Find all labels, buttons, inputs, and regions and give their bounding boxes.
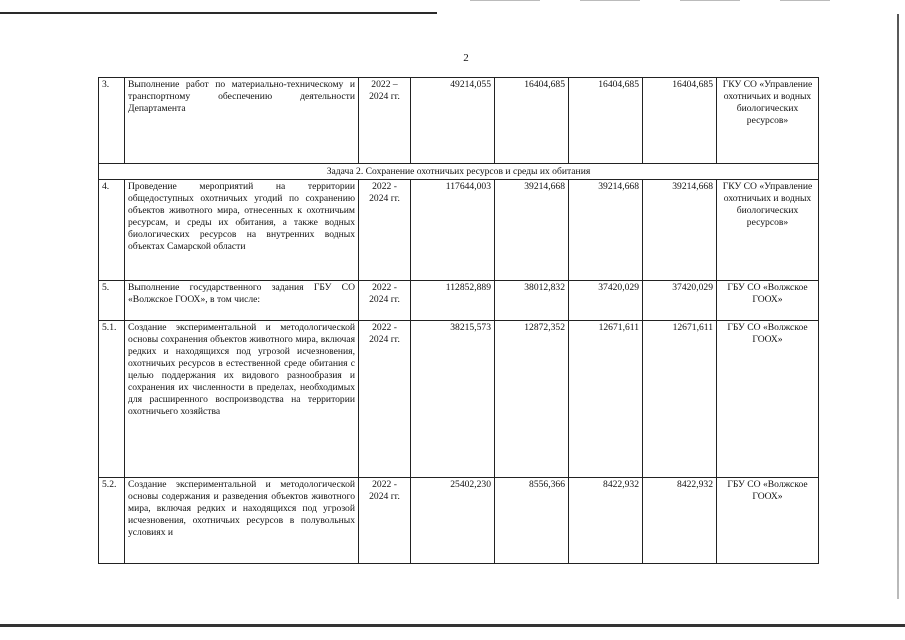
scan-artifact-top-segment <box>470 0 540 1</box>
table-row <box>99 180 819 281</box>
task-header: Задача 2. Сохранение охотничьих ресурсов и среды их обитания <box>99 164 819 180</box>
total-amount: 117644,003 <box>411 180 495 281</box>
amount-2024: 12671,611 <box>643 321 717 478</box>
row-number: 5.2. <box>99 478 125 564</box>
amount-2022: 16404,685 <box>495 78 569 164</box>
amount-2022: 38012,832 <box>495 281 569 321</box>
amount-2024: 16404,685 <box>643 78 717 164</box>
scan-artifact-bottom <box>0 624 905 627</box>
executor: ГБУ СО «Волжское ГООХ» <box>717 281 819 321</box>
row-number: 5.1. <box>99 321 125 478</box>
total-amount: 112852,889 <box>411 281 495 321</box>
period: 2022 - 2024 гг. <box>359 321 411 478</box>
total-amount: 49214,055 <box>411 78 495 164</box>
task-header-row <box>99 164 819 180</box>
scan-artifact-right-edge <box>897 14 899 599</box>
table-row <box>99 78 819 164</box>
scan-artifact-top <box>0 12 437 14</box>
period: 2022 - 2024 гг. <box>359 180 411 281</box>
period: 2022 - 2024 гг. <box>359 478 411 564</box>
activity-description: Выполнение государственного задания ГБУ СО «Волжское ГООХ», в том числе: <box>125 281 359 321</box>
executor: ГБУ СО «Волжское ГООХ» <box>717 321 819 478</box>
activity-description: Проведение мероприятий на территории общедоступных охотничьих угодий по сохранению объектов животного мира, отнесенных к охотничьим ресурсам, и среды их обитания, а также водных биологических ресурсов на внутренних водных объектах Самарской области <box>125 180 359 281</box>
page-number: 2 <box>463 52 469 64</box>
amount-2024: 8422,932 <box>643 478 717 564</box>
amount-2023: 39214,668 <box>569 180 643 281</box>
period: 2022 – 2024 гг. <box>359 78 411 164</box>
row-number: 4. <box>99 180 125 281</box>
amount-2022: 8556,366 <box>495 478 569 564</box>
scan-artifact-top-segment <box>780 0 830 1</box>
total-amount: 38215,573 <box>411 321 495 478</box>
activity-description: Создание экспериментальной и методологической основы содержания и разведения объектов животного мира, включая редких и находящихся под угрозой исчезновения, охотничьих ресурсов в полувольных условиях и <box>125 478 359 564</box>
amount-2022: 12872,352 <box>495 321 569 478</box>
executor: ГКУ СО «Управление охотничьих и водных биологических ресурсов» <box>717 180 819 281</box>
period: 2022 - 2024 гг. <box>359 281 411 321</box>
scan-artifact-top-segment <box>580 0 640 1</box>
table-row <box>99 281 819 321</box>
activity-description: Создание экспериментальной и методологической основы сохранения объектов животного мира, включая редких и находящихся под угрозой исчезновения, охотничьих ресурсов в естественной среде обитания с целью поддержания их видового разнообразия и сохранения их численности в пределах, необходимых для расширенного воспроизводства на территории охотничьего хозяйства <box>125 321 359 478</box>
amount-2023: 12671,611 <box>569 321 643 478</box>
row-number: 3. <box>99 78 125 164</box>
amount-2023: 37420,029 <box>569 281 643 321</box>
row-number: 5. <box>99 281 125 321</box>
amount-2024: 37420,029 <box>643 281 717 321</box>
table-row <box>99 321 819 478</box>
amount-2022: 39214,668 <box>495 180 569 281</box>
executor: ГБУ СО «Волжское ГООХ» <box>717 478 819 564</box>
total-amount: 25402,230 <box>411 478 495 564</box>
program-activities-table <box>98 77 819 564</box>
amount-2023: 8422,932 <box>569 478 643 564</box>
activity-description: Выполнение работ по материально-техническому и транспортному обеспечению деятельности Департамента <box>125 78 359 164</box>
amount-2023: 16404,685 <box>569 78 643 164</box>
executor: ГКУ СО «Управление охотничьих и водных биологических ресурсов» <box>717 78 819 164</box>
amount-2024: 39214,668 <box>643 180 717 281</box>
scan-artifact-top-segment <box>680 0 740 1</box>
table-row <box>99 478 819 564</box>
